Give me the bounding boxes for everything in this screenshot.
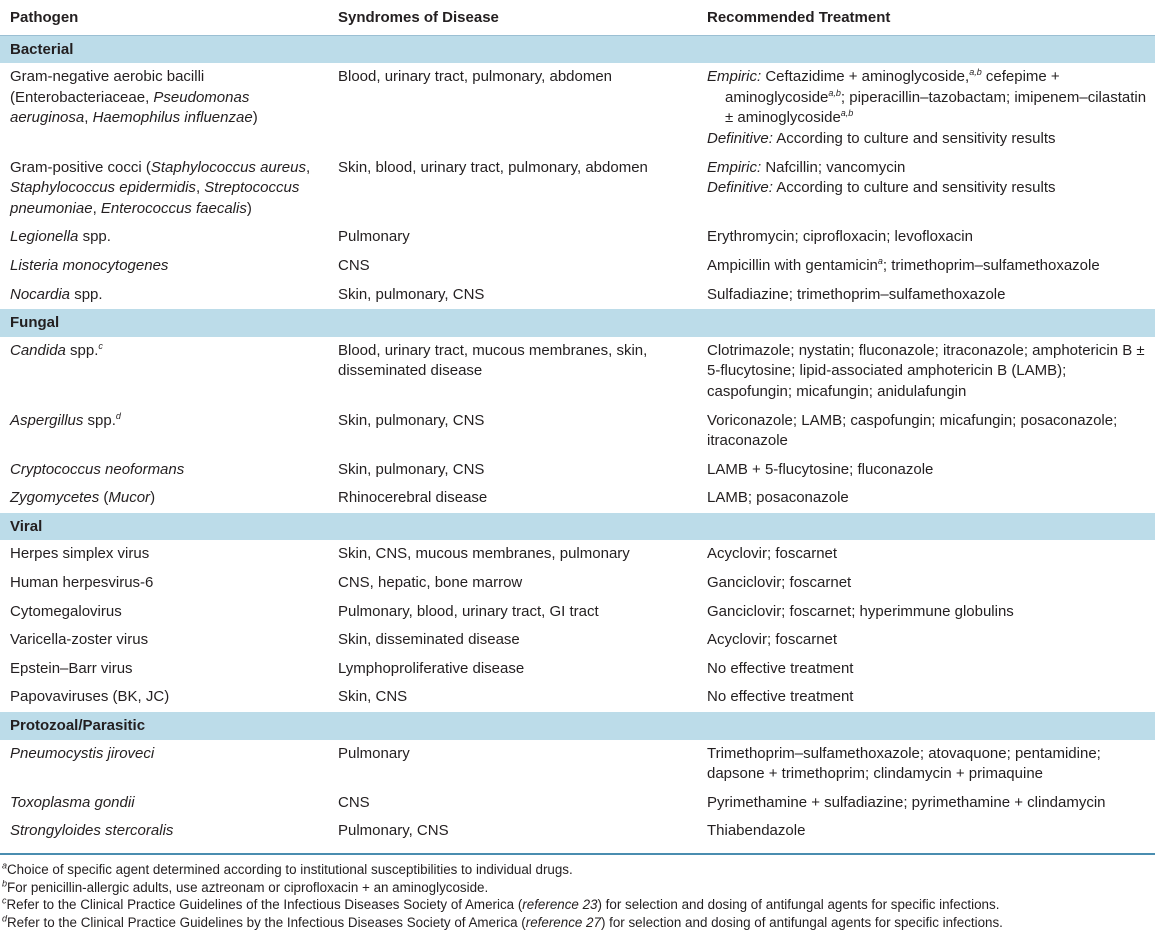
table-row: [0, 740, 1155, 789]
table-row: [0, 569, 1155, 598]
definitive-treatment: Definitive: According to culture and sensitivity results: [707, 129, 1056, 147]
treatment-cell: Pyrimethamine + sulfadiazine; pyrimethamine + clindamycin: [707, 793, 1106, 811]
footnote-c: $^c$Refer to the Clinical Practice Guidelines of the Infectious Diseases Society of America (reference 23) for selection and dosing of antifungal agents for specific infections.: [2, 895, 1000, 912]
table-row: [0, 817, 1155, 851]
table-row: [0, 683, 1155, 712]
treatment-cell: No effective treatment: [707, 688, 854, 706]
treatment-cell: No effective treatment: [707, 659, 854, 677]
section-title: Bacterial: [0, 35, 1155, 63]
syndromes-cell: Rhinocerebral disease: [338, 489, 488, 507]
table-row: [0, 154, 1155, 224]
table-row: [0, 281, 1155, 310]
treatment-cell: Erythromycin; ciprofloxacin; levofloxacin: [707, 228, 973, 246]
pathogen-cell: Zygomycetes (Mucor): [10, 489, 156, 507]
table-row: [0, 626, 1155, 655]
table-footnotes: [0, 853, 1155, 931]
pathogen-cell: Gram-positive cocci (Staphylococcus aureus, Staphylococcus epidermidis, Streptococcus pneumoniae, Enterococcus faecalis): [10, 158, 311, 217]
treatment-cell: Ganciclovir; foscarnet: [707, 574, 852, 592]
pathogen-cell: Strongyloides stercoralis: [10, 822, 174, 840]
treatment-cell: Acyclovir; foscarnet: [707, 631, 838, 649]
treatment-cell: Trimethoprim–sulfamethoxazole; atovaquone; pentamidine; dapsone + trimethoprim; clindamycin + primaquine: [707, 744, 1101, 783]
header-pathogen: Pathogen: [0, 0, 328, 35]
treatment-cell: Acyclovir; foscarnet: [707, 545, 838, 563]
syndromes-cell: Skin, CNS: [338, 688, 408, 706]
table-row: [0, 252, 1155, 281]
section-row-viral: [0, 513, 1155, 541]
pathogen-cell: Toxoplasma gondii: [10, 793, 135, 811]
treatment-cell: Ganciclovir; foscarnet; hyperimmune globulins: [707, 602, 1014, 620]
pathogen-cell: Listeria monocytogenes: [10, 256, 169, 274]
table-row: [0, 789, 1155, 818]
treatment-cell: Ampicillin with gentamicin$^a$; trimethoprim–sulfamethoxazole: [707, 255, 1100, 274]
section-row-bacterial: [0, 35, 1155, 63]
pathogen-cell: Papovaviruses (BK, JC): [10, 688, 170, 706]
pathogen-cell: Herpes simplex virus: [10, 545, 150, 563]
syndromes-cell: Skin, pulmonary, CNS: [338, 460, 485, 478]
syndromes-cell: Lymphoproliferative disease: [338, 659, 525, 677]
table-row: [0, 63, 1155, 153]
footnote-a: $^a$Choice of specific agent determined according to institutional susceptibilities to individual drugs.: [2, 860, 573, 877]
pathogen-cell: Candida spp.$^c$: [10, 340, 103, 359]
pathogen-cell: Gram-negative aerobic bacilli (Enterobacteriaceae, Pseudomonas aeruginosa, Haemophilus influenzae): [10, 68, 258, 127]
footnote-d: $^d$Refer to the Clinical Practice Guidelines by the Infectious Diseases Society of America (reference 27) for selection and dosing of antifungal agents for specific infections.: [2, 913, 1003, 930]
syndromes-cell: Skin, blood, urinary tract, pulmonary, abdomen: [338, 158, 648, 176]
section-row-fungal: [0, 309, 1155, 337]
treatment-cell: [697, 63, 1155, 153]
syndromes-cell: Pulmonary: [338, 744, 410, 762]
empiric-treatment: Empiric: Ceftazidime + aminoglycoside,$^{a,b}$ cefepime + aminoglycoside$^{a,b}$; piperacillin–tazobactam; imipenem–cilastatin ± aminoglycoside$^{a,b}$: [707, 67, 1147, 127]
syndromes-cell: Pulmonary: [338, 228, 410, 246]
pathogen-cell: Nocardia spp.: [10, 285, 103, 303]
treatment-cell: LAMB; posaconazole: [707, 489, 849, 507]
section-title: Fungal: [0, 309, 1155, 337]
section-row-protozoal: [0, 712, 1155, 740]
syndromes-cell: CNS: [338, 256, 370, 274]
table-row: [0, 484, 1155, 513]
syndromes-cell: Skin, pulmonary, CNS: [338, 285, 485, 303]
syndromes-cell: CNS: [338, 793, 370, 811]
table-header-row: [0, 0, 1155, 35]
header-treatment: Recommended Treatment: [697, 0, 1155, 35]
pathogen-cell: Cryptococcus neoformans: [10, 460, 185, 478]
pathogen-cell: Cytomegalovirus: [10, 602, 122, 620]
table-row: [0, 598, 1155, 627]
syndromes-cell: Blood, urinary tract, mucous membranes, skin, disseminated disease: [338, 341, 648, 380]
pathogen-cell: Varicella-zoster virus: [10, 631, 149, 649]
pathogen-cell: Aspergillus spp.$^d$: [10, 410, 121, 429]
table-row: [0, 407, 1155, 456]
pathogen-cell: Pneumocystis jiroveci: [10, 744, 155, 762]
treatment-cell: LAMB + 5-flucytosine; fluconazole: [707, 460, 934, 478]
header-syndromes: Syndromes of Disease: [328, 0, 697, 35]
syndromes-cell: Blood, urinary tract, pulmonary, abdomen: [338, 68, 613, 86]
treatment-cell: Thiabendazole: [707, 822, 806, 840]
treatment-cell: [697, 154, 1155, 224]
section-title: Viral: [0, 513, 1155, 541]
pathogen-cell: Legionella spp.: [10, 228, 111, 246]
syndromes-cell: Skin, CNS, mucous membranes, pulmonary: [338, 545, 630, 563]
footnote-b: $^b$For penicillin-allergic adults, use aztreonam or ciprofloxacin + an aminoglycoside.: [2, 878, 489, 895]
treatment-cell: Voriconazole; LAMB; caspofungin; micafungin; posaconazole; itraconazole: [707, 411, 1118, 450]
table-row: [0, 223, 1155, 252]
treatment-cell: Sulfadiazine; trimethoprim–sulfamethoxazole: [707, 285, 1006, 303]
syndromes-cell: CNS, hepatic, bone marrow: [338, 574, 523, 592]
table-row: [0, 655, 1155, 684]
definitive-treatment: Definitive: According to culture and sensitivity results: [707, 179, 1056, 197]
table-row: [0, 456, 1155, 485]
syndromes-cell: Skin, disseminated disease: [338, 631, 520, 649]
empiric-treatment: Empiric: Nafcillin; vancomycin: [707, 158, 906, 176]
syndromes-cell: Skin, pulmonary, CNS: [338, 411, 485, 429]
table-row: [0, 540, 1155, 569]
pathogen-cell: Human herpesvirus-6: [10, 574, 154, 592]
treatment-cell: Clotrimazole; nystatin; fluconazole; itraconazole; amphotericin B ± 5-flucytosine; lipid-associated amphotericin B (LAMB); caspofungin; micafungin; anidulafungin: [707, 341, 1145, 400]
pathogen-cell: Epstein–Barr virus: [10, 659, 133, 677]
section-title: Protozoal/Parasitic: [0, 712, 1155, 740]
syndromes-cell: Pulmonary, CNS: [338, 822, 449, 840]
table-row: [0, 337, 1155, 407]
syndromes-cell: Pulmonary, blood, urinary tract, GI tract: [338, 602, 599, 620]
